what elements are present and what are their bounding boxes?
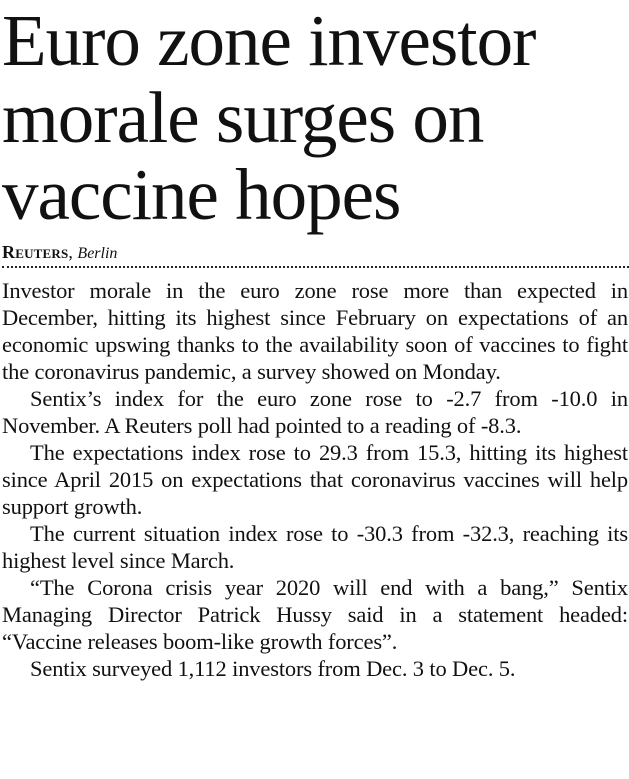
paragraph: The current situation index rose to -30.3 from -32.3, reaching its highest level since March. (2, 521, 628, 573)
paragraph: Sentix surveyed 1,112 investors from Dec. 3 to Dec. 5. (30, 656, 516, 681)
paragraph: “The Corona crisis year 2020 will end with a bang,” Sentix Managing Director Patrick Hussy said in a statement headed: “Vaccine releases boom-like growth forces”. (2, 575, 628, 654)
byline-location: Berlin (77, 245, 118, 262)
byline (2, 242, 629, 262)
paragraph: Sentix’s index for the euro zone rose to -2.7 from -10.0 in November. A Reuters poll had pointed to a reading of -8.3. (2, 386, 628, 438)
article-body (2, 277, 628, 682)
dotted-divider (2, 266, 629, 268)
paragraph: Investor morale in the euro zone rose more than expected in December, hitting its highest since February on expectations of an economic upswing thanks to the availability soon of vaccines to fight the coronavirus pandemic, a survey showed on Monday. (2, 278, 628, 384)
headline: Euro zone investor morale surges on vaccine hopes (2, 0, 536, 235)
byline-agency: Reuters (2, 242, 69, 262)
paragraph: The expectations index rose to 29.3 from 15.3, hitting its highest since April 2015 on expectations that coronavirus vaccines will help support growth. (2, 440, 628, 519)
byline-separator: , (68, 242, 73, 262)
